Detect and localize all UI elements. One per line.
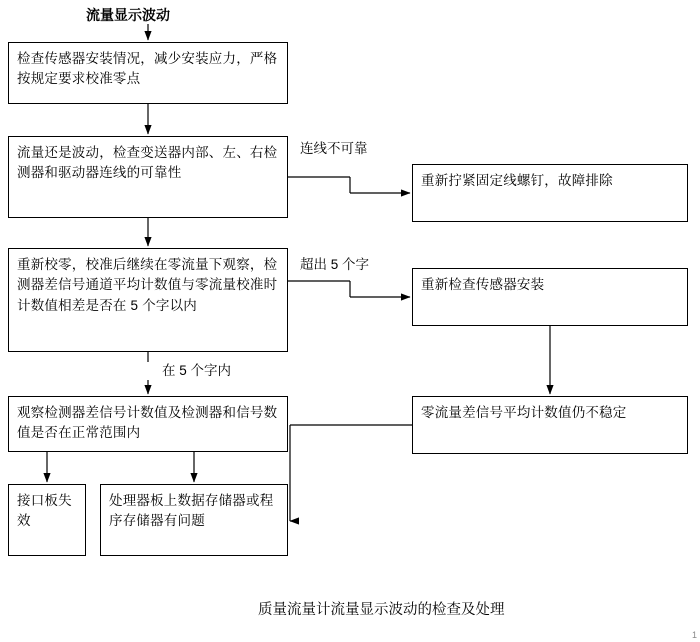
edge-label-within: 在 5 个字内 [160,362,233,381]
diagram-header: 流量显示波动 [86,7,170,23]
diagram-caption: 质量流量计流量显示波动的检查及处理 [258,602,505,618]
node-recheck-sensor-mount[interactable]: 重新检查传感器安装 [412,268,688,326]
node-observe[interactable]: 观察检测器差信号计数值及检测器和信号数值是否在正常范围内 [8,396,288,452]
edge-label-unreliable: 连线不可靠 [298,140,370,159]
page-corner-mark: 1 [691,630,697,640]
node-interface-board-failure[interactable]: 接口板失效 [8,484,86,556]
node-check-sensor[interactable]: 检查传感器安装情况，减少安装应力，严格按规定要求校准零点 [8,42,288,104]
edge-label-exceed: 超出 5 个字 [298,256,371,275]
node-still-unstable[interactable]: 零流量差信号平均计数值仍不稳定 [412,396,688,454]
node-retighten-screws[interactable]: 重新拧紧固定线螺钉，故障排除 [412,164,688,222]
node-processor-memory-problem[interactable]: 处理器板上数据存储器或程序存储器有问题 [100,484,288,556]
node-rezero[interactable]: 重新校零，校准后继续在零流量下观察，检测器差信号通道平均计数值与零流量校准时计数值相差是否在 5 个字以内 [8,248,288,352]
node-still-fluctuating[interactable]: 流量还是波动，检查变送器内部、左、右检测器和驱动器连线的可靠性 [8,136,288,218]
